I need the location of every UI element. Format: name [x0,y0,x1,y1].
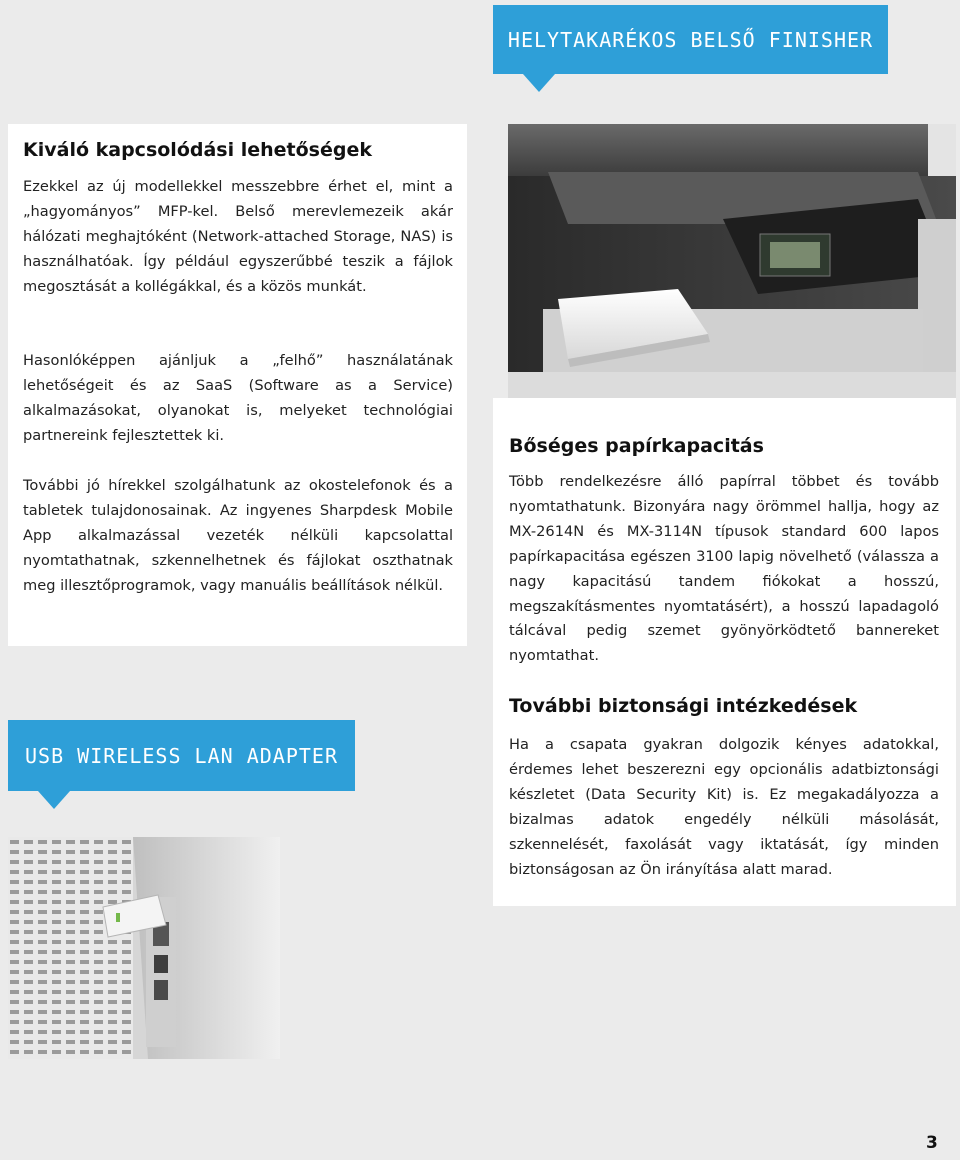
printer-finisher-photo [508,124,956,398]
finisher-banner [493,5,888,74]
paper-capacity-heading: Bőséges papírkapacitás [509,435,764,457]
security-text: Ha a csapata gyakran dolgozik kényes adatokkal, érdemes lehet beszerezni egy opcionális adatbiztonsági készletet (Data Security Kit) is. Ez megakadályozza a bizalmas adatok engedély nélküli másolását, szkennelését, faxolását vagy iktatását, így minden biztonságosan az Ön irányítása alatt marad. [509,736,939,878]
connectivity-paragraph-3: További jó hírekkel szolgálhatunk az okostelefonok és a tabletek tulajdonosainak. Az ingyenes Sharpdesk Mobile App alkalmazással vezeték nélküli kapcsolattal nyomtathatnak, szkennelhetnek és fájlokat oszthatnak meg illesztőprogramok, vagy manuális beállítások nélkül. [23,477,453,594]
finisher-banner-label: HELYTAKARÉKOS BELSŐ FINISHER [507,27,874,52]
connectivity-paragraph-2: Hasonlóképpen ajánljuk a „felhő” használatának lehetőségeit és az SaaS (Software as a Service) alkalmazásokat, olyanokat is, melyeket technológiai partnereink fejlesztettek ki. [23,352,453,444]
usb-adapter-photo [8,837,280,1059]
connectivity-heading: Kiváló kapcsolódási lehetőségek [23,139,372,161]
usb-adapter-banner [8,720,355,791]
page-number: 3 [926,1133,938,1153]
security-heading: További biztonsági intézkedések [509,695,858,717]
usb-banner-arrow [38,791,70,809]
paper-capacity-text: Több rendelkezésre álló papírral többet és tovább nyomtathatunk. Bizonyára nagy örömmel hallja, hogy az MX-2614N és MX-3114N típusok standard 600 lapos papírkapacitása egészen 3100 lapig növelhető (válassza a nagy kapacitású tandem fiókokat a hosszú, megszakításmentes nyomtatásért), a hosszú lapadagoló tálcával pedig szemet gyönyörködtető bannereket nyomtathat. [509,473,939,665]
connectivity-paragraph-1: Ezekkel az új modellekkel messzebbre érhet el, mint a „hagyományos” MFP-kel. Belső merevlemezeik akár hálózati meghajtóként (Network-attached Storage, NAS) is használhatóak. Így például egyszerűbbé teszik a fájlok megosztását a kollégákkal, és a közös munkát. [23,178,453,295]
usb-adapter-banner-label: USB WIRELESS LAN ADAPTER [25,743,338,768]
finisher-banner-arrow [523,74,555,92]
